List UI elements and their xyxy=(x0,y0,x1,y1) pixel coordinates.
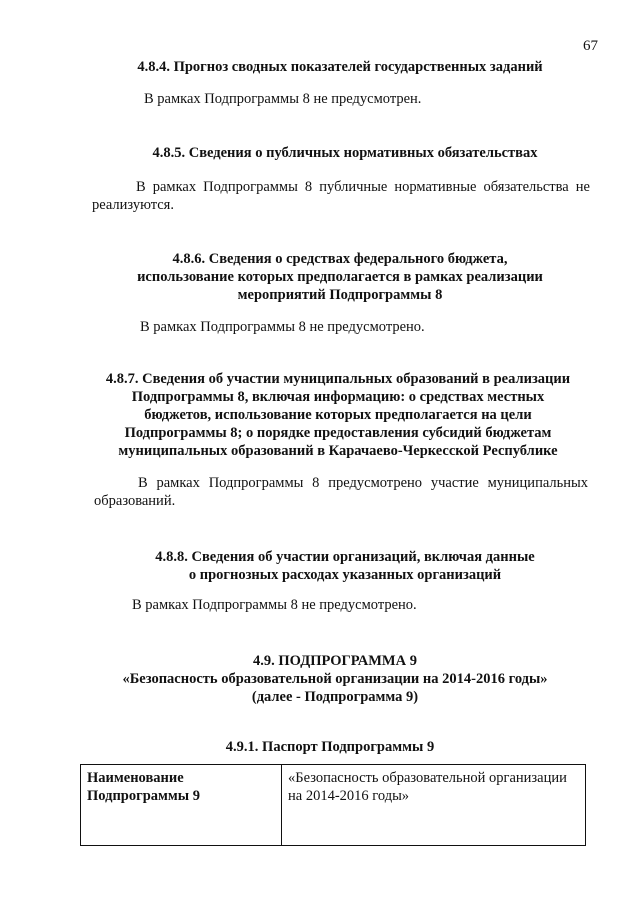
label-line: Подпрограммы 9 xyxy=(87,788,200,804)
text-4-8-4: В рамках Подпрограммы 8 не предусмотрен. xyxy=(144,91,422,107)
heading-4-8-8 xyxy=(120,548,570,584)
heading-line: Подпрограммы 8; о порядке предоставления субсидий бюджетам xyxy=(124,425,552,441)
label-line: Наименование xyxy=(87,770,184,786)
heading-4-8-7 xyxy=(88,370,588,460)
table-row xyxy=(81,765,586,846)
heading-4-8-6 xyxy=(110,250,570,304)
heading-line: 4.8.6. Сведения о средствах федерального бюджета, xyxy=(172,251,508,267)
heading-line: 4.8.8. Сведения об участии организаций, включая данные xyxy=(155,549,535,565)
table-cell-value: «Безопасность образовательной организации на 2014-2016 годы» xyxy=(282,765,586,846)
heading-line: бюджетов, использование которых предполагается на цели xyxy=(144,407,532,423)
text-4-8-6: В рамках Подпрограммы 8 не предусмотрено. xyxy=(140,319,425,335)
heading-line: муниципальных образований в Карачаево-Черкесской Республике xyxy=(118,443,558,459)
text-4-8-8: В рамках Подпрограммы 8 не предусмотрено. xyxy=(132,597,417,613)
heading-line: мероприятий Подпрограммы 8 xyxy=(237,287,443,303)
text-4-8-5: В рамках Подпрограммы 8 публичные нормативные обязательства не реализуются. xyxy=(92,179,590,213)
heading-line: использование которых предполагается в рамках реализации xyxy=(137,269,543,285)
heading-line: о прогнозных расходах указанных организаций xyxy=(188,567,502,583)
title-line: 4.9. ПОДПРОГРАММА 9 xyxy=(253,653,417,669)
text-4-8-7: В рамках Подпрограммы 8 предусмотрено участие муниципальных образований. xyxy=(94,475,588,509)
subprogram-9-title xyxy=(100,652,570,706)
heading-line: Подпрограммы 8, включая информацию: о средствах местных xyxy=(131,389,545,405)
heading-line: 4.8.7. Сведения об участии муниципальных образований в реализации xyxy=(105,371,571,387)
heading-4-8-4: 4.8.4. Прогноз сводных показателей государственных заданий xyxy=(137,59,543,75)
page-number: 67 xyxy=(583,38,598,54)
table-cell-label xyxy=(81,765,282,846)
title-line: (далее - Подпрограмма 9) xyxy=(251,689,419,705)
passport-table xyxy=(80,764,586,846)
title-line: «Безопасность образовательной организации на 2014-2016 годы» xyxy=(122,671,548,687)
heading-4-8-5: 4.8.5. Сведения о публичных нормативных обязательствах xyxy=(152,145,538,161)
passport-heading: 4.9.1. Паспорт Подпрограммы 9 xyxy=(225,739,435,755)
